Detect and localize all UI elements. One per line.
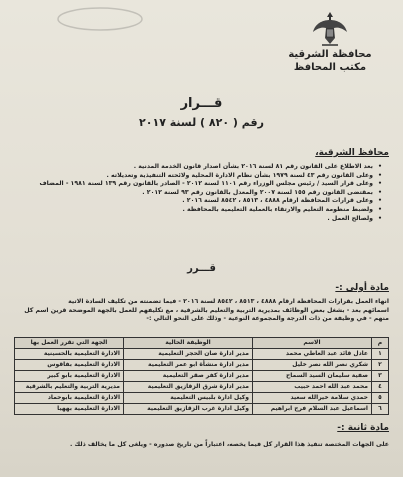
article-two-text: على الجهات المختصة تنفيذ هذا القرار كل فيما يخصه، اعتباراً من تاريخ صدوره - ويلغى كل ما يخالف ذلك . — [70, 441, 389, 448]
decree-title: قـــرار — [180, 96, 223, 111]
letterhead — [275, 8, 385, 74]
table-cell: وكيل ادارة بلبيس التعليمية — [124, 393, 253, 404]
table-cell: مدير ادارة صان الحجر التعليمية — [124, 349, 253, 360]
table-cell: اسماعيل عبد السلام فرج ابراهيم — [253, 404, 372, 415]
table-cell: ٢ — [372, 360, 389, 371]
article-one-line: اسمائهم بعد - بشغل بعض الوظائف بمديرية التربية والتعليم بالشرقية ، مع تكليفهم للعمل بالجهة الموضحة قرين اسم كل — [24, 306, 389, 314]
column-header: م — [372, 338, 389, 349]
column-header: الجهة التي تقرر العمل بها — [15, 338, 124, 349]
column-header: الاسم — [253, 338, 372, 349]
article-one-text — [14, 298, 389, 324]
preamble-item: • ولضبط منظومة التعليم والارتقاء بالعملية التعليمية بالمحافظة . — [14, 206, 373, 215]
table-row — [15, 371, 389, 382]
table-cell: مدير ادارة كفر صقر التعليمية — [124, 371, 253, 382]
preamble-item: • وعلى القانون رقم ٤٣ لسنة ١٩٧٩ بشأن نظام الادارة المحلية ولائحته التنفيذية وتعديلاته . — [14, 172, 373, 181]
article-one-heading: مادة أولى :- — [335, 283, 389, 293]
table-row — [15, 349, 389, 360]
governor-heading: محافظ الشرقية، — [315, 148, 389, 158]
table-cell: ٦ — [372, 404, 389, 415]
table-cell: ٤ — [372, 382, 389, 393]
preamble-item: • وعلى قرارات المحافظة ارقام ٤٨٨٨ ، ٨٥١٣ ، ٨٥٤٢ لسنة ٢٠١٦ . — [14, 197, 373, 206]
decides-heading: قـــرر — [187, 263, 216, 274]
article-two-heading: مادة ثانية :- — [337, 423, 389, 433]
eagle-emblem-icon — [310, 8, 350, 48]
table-cell: حمدي سلامة خيرالله سعيد — [253, 393, 372, 404]
column-header: الوظيفة الحالية — [124, 338, 253, 349]
table-cell: الادارة التعليمية بههيا — [15, 404, 124, 415]
stamp-mark-icon — [55, 6, 145, 32]
table-cell: وكيل ادارة غرب الزقازيق التعليمية — [124, 404, 253, 415]
table-cell: شكري نصر الله نصر خليل — [253, 360, 372, 371]
preamble-item: • بعد الاطلاع على القانون رقم ٨١ لسنة ٢٠١٦ بشأن اصدار قانون الخدمة المدنية . — [14, 163, 373, 172]
table-cell: الادارة التعليمية بابوحماد — [15, 393, 124, 404]
office-name: مكتب المحافظ — [293, 62, 367, 73]
table-cell: محمد عبد الله احمد حبيب — [253, 382, 372, 393]
preamble-item: • بمقتضى القانون رقم ١٥٥ لسنة ٢٠٠٧ والمعدل بالقانون رقم ٩٣ لسنة ٢٠١٢ . — [14, 189, 373, 198]
table-header-row — [15, 338, 389, 349]
table-cell: ١ — [372, 349, 389, 360]
preamble — [14, 163, 389, 223]
table-cell: ٣ — [372, 371, 389, 382]
preamble-item: • وعلى قرار السيد / رئيس مجلس الوزراء رقم ١١٠١ لسنة ٢٠١٢ - الصادر بالقانون رقم ١٣٩ لسنة ١٩٨١ - المضاف — [14, 180, 373, 189]
assignments-table — [14, 337, 389, 415]
article-one-line: منهم - في وظيفة من ذات الدرجة والمجموعة النوعية - وذلك على النحو التالي :- — [146, 315, 389, 323]
table-row — [15, 393, 389, 404]
governorate-name: محافظة الشرقية — [288, 49, 372, 60]
table-cell: عادل قائد عبد العاطي محمد — [253, 349, 372, 360]
table-cell: الادارة التعليمية بالحسينية — [15, 349, 124, 360]
table-cell: الادارة التعليمية بفاقوس — [15, 360, 124, 371]
table-cell: مدير ادارة منشأة ابو عمر التعليمية — [124, 360, 253, 371]
table-cell: مدير ادارة شرق الزقازيق التعليمية — [124, 382, 253, 393]
table-row — [15, 382, 389, 393]
article-one-line: انهاء العمل بقرارات المحافظة ارقام ٤٨٨٨ ، ٨٥١٣ ، ٨٥٤٢ لسنة ٢٠١٦ - فيما تضمنته من تكليف السادة الاتية — [68, 298, 389, 305]
table-cell: مديرية التربية والتعليم بالشرقية — [15, 382, 124, 393]
decree-number: رقم ( ٨٢٠ ) لسنة ٢٠١٧ — [139, 116, 264, 129]
preamble-item: • ولصالح العمل . — [14, 215, 373, 224]
table-row — [15, 360, 389, 371]
table-row — [15, 404, 389, 415]
table-cell: صفية سليمان السيد السماح — [253, 371, 372, 382]
table-cell: ٥ — [372, 393, 389, 404]
table-cell: الادارة التعليمية بابو كبير — [15, 371, 124, 382]
